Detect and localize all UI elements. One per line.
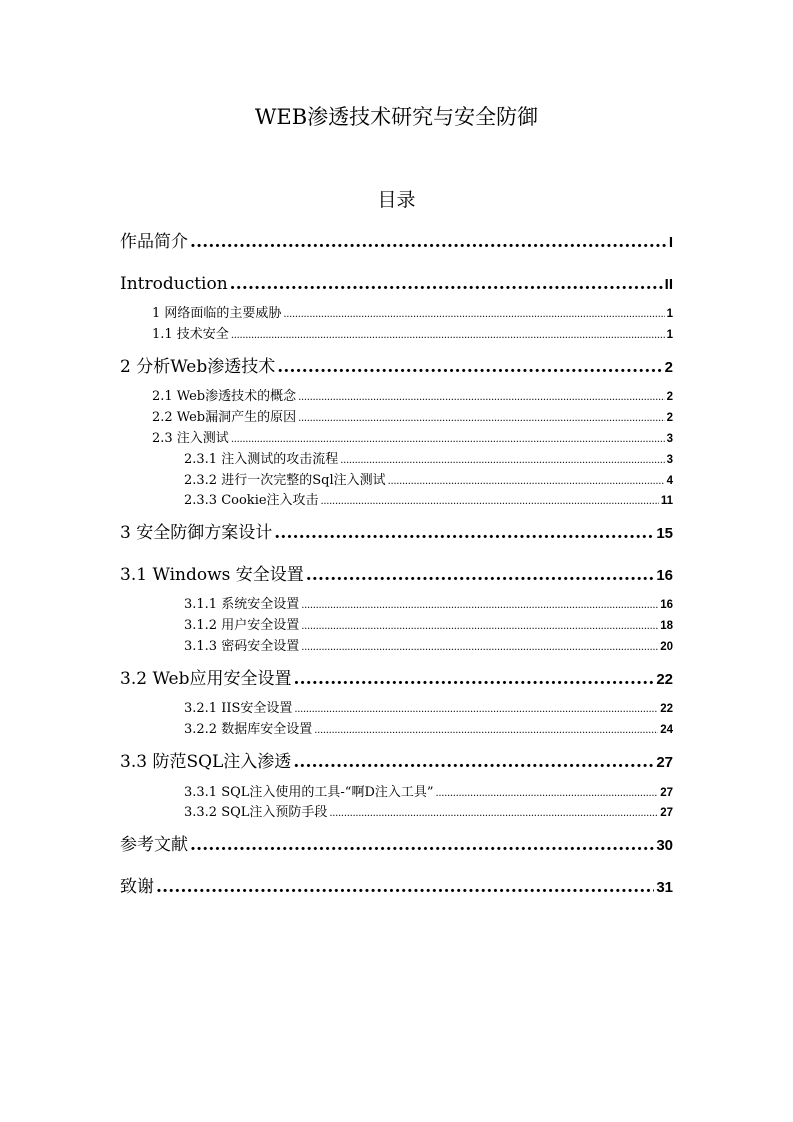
toc-entry[interactable] — [120, 564, 673, 587]
toc-entry[interactable] — [184, 721, 673, 740]
toc-leader — [231, 431, 665, 449]
toc-entry[interactable] — [152, 305, 673, 324]
toc-leader — [293, 668, 654, 690]
toc-leader — [230, 273, 663, 295]
toc-page-number: 24 — [660, 724, 673, 736]
toc-entry-text: 参考文献 — [120, 835, 188, 855]
toc-entry-text: 2.3.3 Cookie注入攻击 — [184, 493, 319, 508]
toc-leader — [340, 452, 664, 470]
toc-entry-text: 3.3.2 SQL注入预防手段 — [184, 805, 328, 820]
toc-page-number: 27 — [660, 787, 673, 799]
toc-entry-text: 3.2.1 IIS安全设置 — [184, 701, 293, 716]
toc-entry[interactable] — [184, 451, 673, 470]
toc-entry[interactable] — [184, 492, 673, 511]
toc-entry-text: 2 分析Web渗透技术 — [120, 357, 276, 377]
toc-leader — [156, 876, 654, 898]
toc-entry[interactable] — [120, 231, 673, 254]
toc-entry-text: 3.1 Windows 安全设置 — [120, 565, 304, 585]
toc-leader — [388, 473, 665, 491]
toc-entry-text: 3.3.1 SQL注入使用的工具-“啊D注入工具” — [184, 785, 434, 800]
toc-page-number: 31 — [656, 879, 673, 896]
toc-entry-text: 1 网络面临的主要威胁 — [152, 306, 282, 321]
toc-page-number: 3 — [666, 454, 673, 466]
toc-leader — [283, 306, 664, 324]
toc-leader — [301, 639, 658, 657]
toc-page-number: 11 — [660, 495, 673, 507]
toc-entry[interactable] — [120, 356, 673, 379]
toc-page-number: 4 — [666, 475, 673, 487]
toc-leader — [301, 597, 658, 615]
toc-entry[interactable] — [184, 638, 673, 657]
toc-entry-text: 作品简介 — [120, 232, 188, 252]
toc-leader — [231, 327, 665, 345]
toc-entry-text: 2.3 注入测试 — [152, 431, 229, 446]
toc-leader — [301, 618, 658, 636]
toc-page-number: 27 — [660, 807, 673, 819]
toc-leader — [314, 722, 658, 740]
toc-leader — [277, 356, 662, 378]
toc-page-number: 22 — [660, 703, 673, 715]
toc-leader — [436, 785, 659, 803]
toc-entry[interactable] — [120, 668, 673, 691]
toc-page-number: 18 — [660, 620, 673, 632]
toc-entry[interactable] — [184, 804, 673, 823]
toc-entry[interactable] — [120, 876, 673, 899]
toc-entry-text: 1.1 技术安全 — [152, 327, 229, 342]
toc-page-number: II — [664, 276, 673, 293]
toc-entry[interactable] — [184, 472, 673, 491]
toc-page-number: 2 — [666, 391, 673, 403]
toc-leader — [294, 701, 658, 719]
toc-entry[interactable] — [184, 784, 673, 803]
toc-entry[interactable] — [120, 273, 673, 296]
toc-entry[interactable] — [152, 409, 673, 428]
toc-entry[interactable] — [184, 700, 673, 719]
toc-entry-text: 2.2 Web漏洞产生的原因 — [152, 410, 297, 425]
toc-page-number: 20 — [660, 641, 673, 653]
toc-leader — [329, 805, 658, 823]
toc-entry[interactable] — [184, 617, 673, 636]
toc-entry[interactable] — [120, 522, 673, 545]
toc-page-number: 2 — [664, 359, 673, 376]
toc-page-number: 15 — [656, 525, 673, 542]
toc-entry[interactable] — [152, 326, 673, 345]
toc-entry-text: Introduction — [120, 274, 228, 294]
toc-leader — [274, 522, 654, 544]
toc-entry[interactable] — [120, 834, 673, 857]
toc-entry-text: 3.1.3 密码安全设置 — [184, 639, 300, 654]
toc-entry-text: 3.1.1 系统安全设置 — [184, 597, 300, 612]
toc-page-number: 16 — [656, 567, 673, 584]
toc-entry-text: 3.1.2 用户安全设置 — [184, 618, 300, 633]
toc-entry[interactable] — [152, 388, 673, 407]
toc-leader — [306, 564, 655, 586]
toc-page-number: 16 — [660, 599, 673, 611]
toc-entry[interactable] — [152, 430, 673, 449]
toc-page-number: 1 — [666, 308, 673, 320]
toc-entry-text: 3.3 防范SQL注入渗透 — [120, 752, 292, 772]
toc-leader — [298, 389, 664, 407]
toc-leader — [190, 231, 667, 253]
toc-page-number: 3 — [666, 433, 673, 445]
toc-leader — [298, 410, 664, 428]
toc-page-number: 22 — [656, 671, 673, 688]
document-title: WEB渗透技术研究与安全防御 — [254, 105, 539, 129]
toc-entry-text: 2.3.1 注入测试的攻击流程 — [184, 452, 339, 467]
toc-page-number: 27 — [656, 754, 673, 771]
toc-page-number: I — [668, 234, 673, 251]
toc-page-number: 1 — [666, 329, 673, 341]
toc-entry-text: 2.3.2 进行一次完整的Sql注入测试 — [184, 473, 386, 488]
toc-page-number: 30 — [656, 837, 673, 854]
toc-entry-text: 致谢 — [120, 877, 154, 897]
toc-entry-text: 3.2 Web应用安全设置 — [120, 669, 292, 689]
toc-entry-text: 2.1 Web渗透技术的概念 — [152, 389, 297, 404]
toc-page-number: 2 — [666, 412, 673, 424]
toc-leader — [293, 751, 654, 773]
toc-entry[interactable] — [184, 596, 673, 615]
toc-entry-text: 3.2.2 数据库安全设置 — [184, 722, 313, 737]
toc-leader — [190, 834, 654, 856]
toc-entry-text: 3 安全防御方案设计 — [120, 523, 273, 543]
toc-entry[interactable] — [120, 751, 673, 774]
toc-heading: 目录 — [377, 189, 416, 211]
toc-leader — [321, 493, 659, 511]
